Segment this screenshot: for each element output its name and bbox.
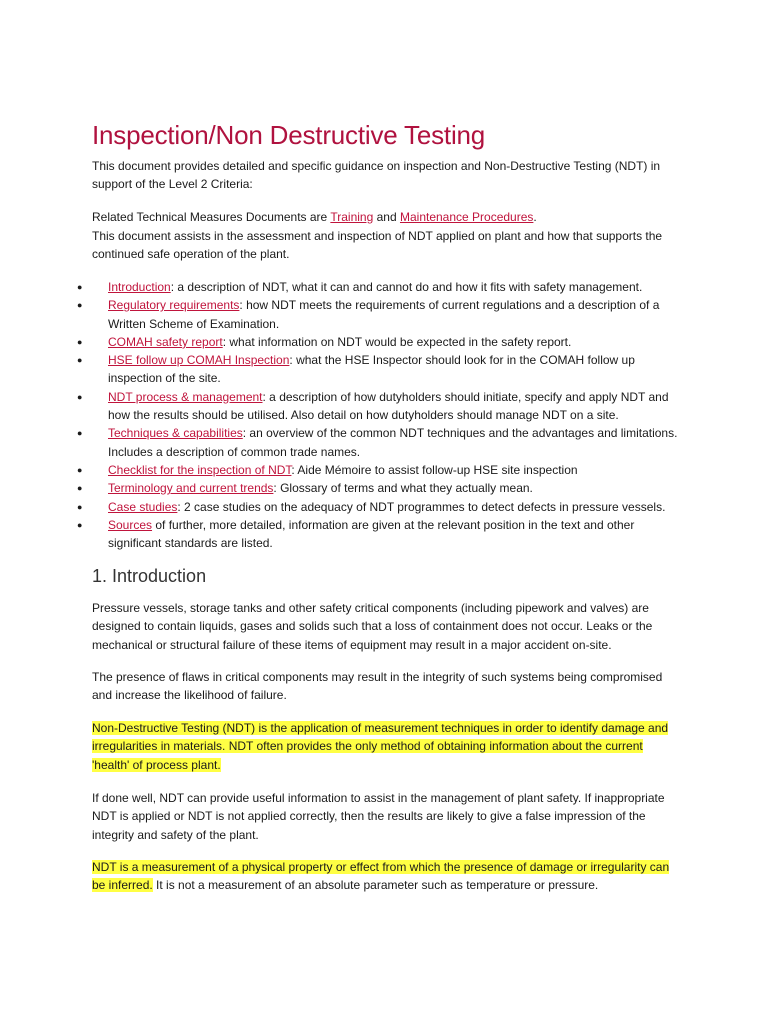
techniques-capabilities-link[interactable]: Techniques & capabilities <box>108 426 243 441</box>
related-suffix: . <box>533 210 537 224</box>
case-studies-link[interactable]: Case studies <box>108 499 178 514</box>
bullet-icon: ● <box>77 519 83 530</box>
checklist-link[interactable]: Checklist for the inspection of NDT <box>108 462 292 477</box>
list-item <box>77 388 688 425</box>
related-middle: and <box>373 210 400 224</box>
list-item-text: : 2 case studies on the adequacy of NDT programmes to detect defects in pressure vessels. <box>177 499 666 514</box>
list-item-text: : what information on NDT would be expected in the safety report. <box>222 334 572 349</box>
introduction-link[interactable]: Introduction <box>108 280 171 294</box>
bullet-icon: ● <box>77 464 83 475</box>
list-item-text: of further, more detailed, information are given at the relevant position in the text and other significant standards are listed. <box>108 517 635 551</box>
list-item <box>77 424 688 461</box>
comah-safety-report-link[interactable]: COMAH safety report <box>108 334 223 349</box>
list-item-text: : Glossary of terms and what they actually mean. <box>273 481 533 496</box>
ndt-process-management-link[interactable]: NDT process & management <box>108 389 263 404</box>
training-link[interactable]: Training <box>330 210 374 224</box>
list-item-text: : how NDT meets the requirements of current regulations and a description of a Written Scheme of Examination. <box>108 298 660 331</box>
bullet-icon: ● <box>77 501 83 512</box>
bullet-icon: ● <box>77 428 83 439</box>
regulatory-requirements-link[interactable]: Regulatory requirements <box>108 298 240 313</box>
list-item-text: : a description of how dutyholders should initiate, specify and apply NDT and how the results should be utilised. Also detail on how dutyholders should manage NDT on a site. <box>108 389 669 423</box>
introduction-paragraph-1: Pressure vessels, storage tanks and other safety critical components (including pipework and valves) are designed to contain liquids, gases and solids such that a loss of containment does not occur. Leaks or the mechanical or structural failure of these items of equipment may result in a major accident on-site. <box>92 601 653 652</box>
bullet-icon: ● <box>77 355 83 366</box>
introduction-paragraph-4: If done well, NDT can provide useful information to assist in the management of plant safety. If inappropriate NDT is applied or NDT is not applied correctly, then the results are likely to give a false impression of the integrity and safety of the plant. <box>92 791 665 842</box>
related-prefix: Related Technical Measures Documents are <box>92 210 331 224</box>
introduction-paragraph-5 <box>92 858 682 895</box>
hse-follow-up-link[interactable]: HSE follow up COMAH Inspection <box>108 353 290 368</box>
list-item <box>77 498 688 516</box>
page-title: Inspection/Non Destructive Testing <box>92 120 486 150</box>
list-item <box>77 278 688 296</box>
bullet-icon: ● <box>77 391 83 402</box>
terminology-link[interactable]: Terminology and current trends <box>108 481 274 496</box>
maintenance-procedures-link[interactable]: Maintenance Procedures <box>399 210 534 224</box>
assists-paragraph: This document assists in the assessment and inspection of NDT applied on plant and how that supports the continued safe operation of the plant. <box>92 229 663 262</box>
bullet-icon: ● <box>77 336 83 347</box>
bullet-icon: ● <box>77 300 83 311</box>
list-item <box>77 296 688 333</box>
sources-link[interactable]: Sources <box>108 517 153 532</box>
highlighted-text: Non-Destructive Testing (NDT) is the application of measurement techniques in order to identify damage and irregularities in materials. NDT often provides the only method of obtaining information about the current 'health' of process plant. <box>92 721 669 772</box>
paragraph-text: It is not a measurement of an absolute parameter such as temperature or pressure. <box>152 878 599 893</box>
list-item <box>77 479 688 497</box>
list-item <box>77 516 688 553</box>
section-heading-introduction: 1. Introduction <box>92 566 207 586</box>
contents-list <box>77 278 688 552</box>
list-item <box>77 333 688 351</box>
introduction-paragraph-3 <box>92 719 682 774</box>
list-item-text: : a description of NDT, what it can and cannot do and how it fits with safety management. <box>170 280 643 294</box>
highlighted-text: NDT is a measurement of a physical property or effect from which the presence of damage or irregularity can be inferred. <box>92 860 670 893</box>
list-item <box>77 461 688 479</box>
introduction-paragraph-2: The presence of flaws in critical components may result in the integrity of such systems being compromised and increase the likelihood of failure. <box>92 670 663 703</box>
bullet-icon: ● <box>77 282 83 292</box>
list-item-text: : Aide Mémoire to assist follow-up HSE site inspection <box>291 462 578 477</box>
list-item <box>77 351 688 388</box>
intro-paragraph: This document provides detailed and specific guidance on inspection and Non-Destructive Testing (NDT) in support of the Level 2 Criteria: <box>92 159 661 192</box>
list-item-text: : what the HSE Inspector should look for in the COMAH follow up inspection of the site. <box>108 353 635 386</box>
list-item-text: : an overview of the common NDT techniques and the advantages and limitations. Includes a description of common trade names. <box>108 426 678 459</box>
related-documents-paragraph <box>92 208 682 226</box>
bullet-icon: ● <box>77 483 83 494</box>
